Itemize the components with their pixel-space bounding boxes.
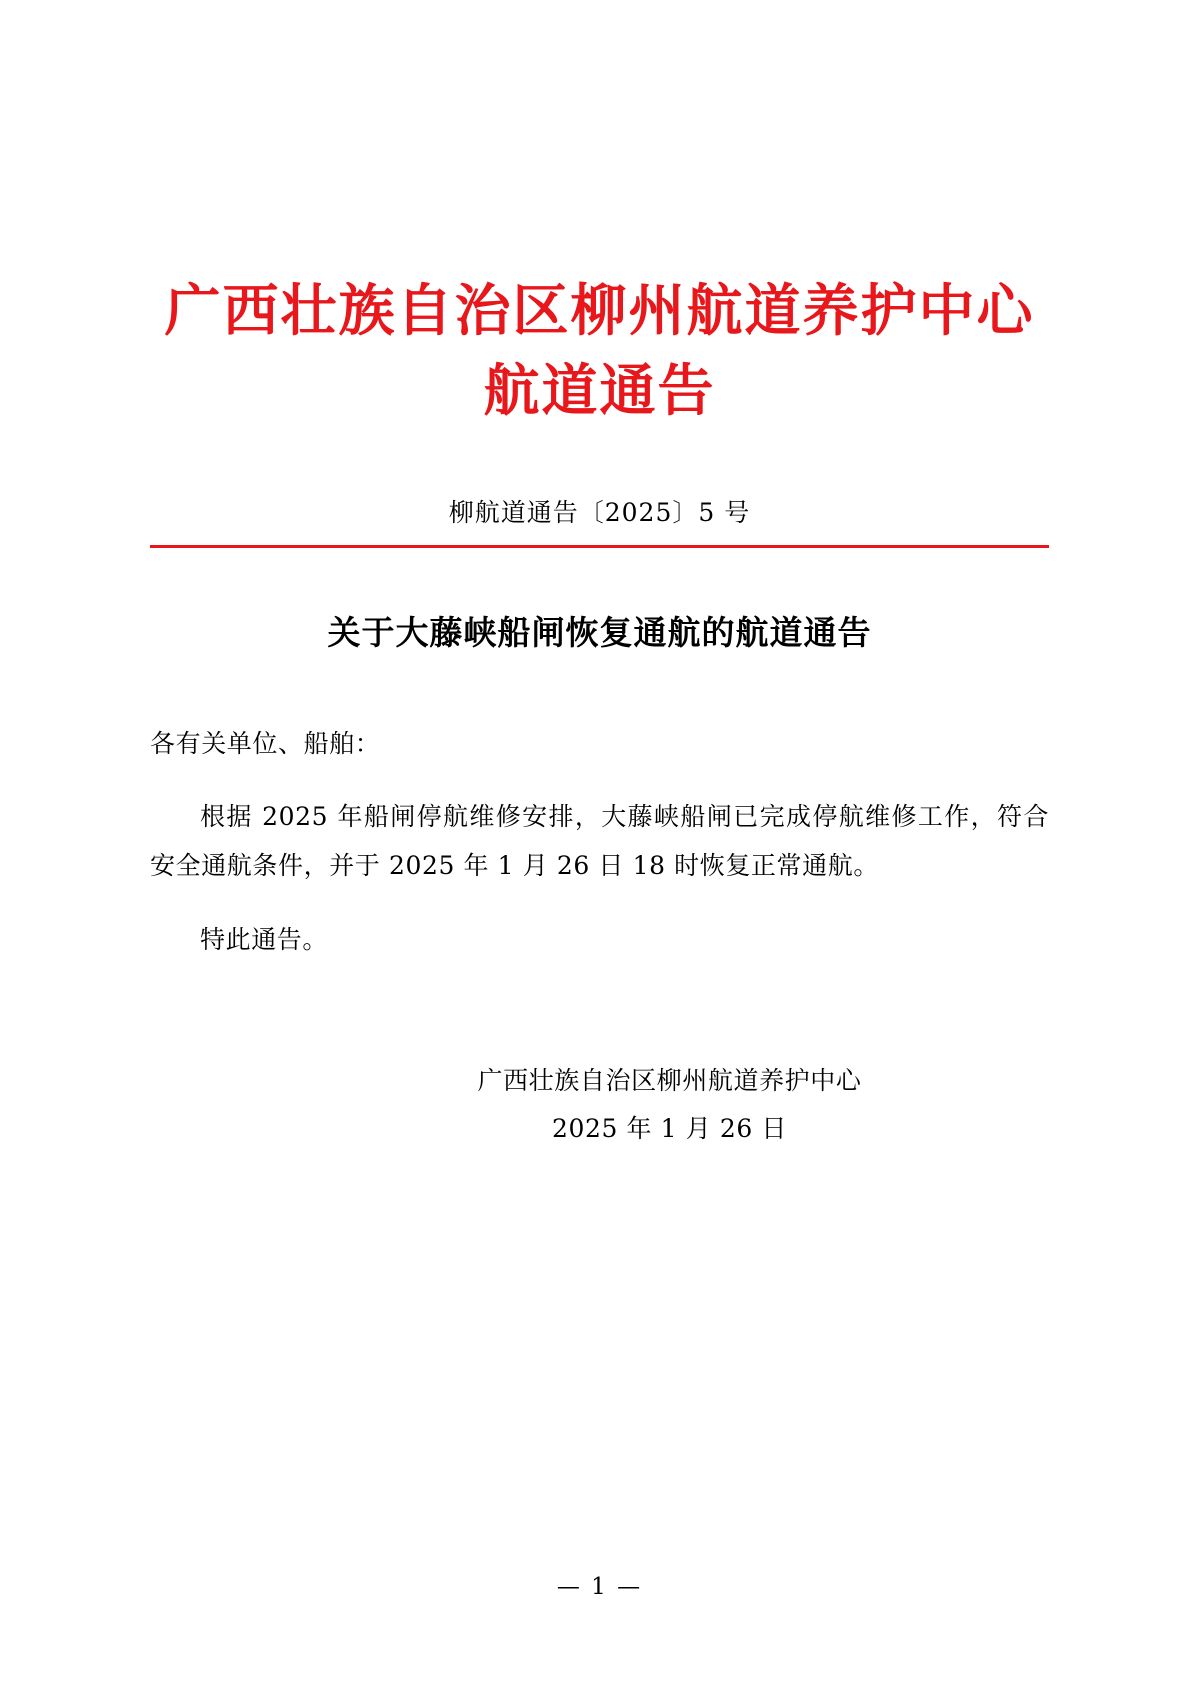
signature-inner	[477, 1057, 861, 1155]
masthead-line-2: 航道通告	[483, 357, 716, 424]
signature-block	[150, 1057, 1049, 1155]
body-paragraph-2: 特此通告。	[200, 924, 329, 954]
document-masthead	[150, 272, 1049, 431]
document-body	[150, 720, 1049, 965]
page-number: — 1 —	[556, 1574, 643, 1600]
page-footer	[0, 1574, 1199, 1600]
document-number: 柳航道通告〔2025〕5 号	[448, 498, 751, 528]
document-title: 关于大藤峡船闸恢复通航的航道通告	[327, 613, 872, 653]
red-divider-rule	[150, 545, 1049, 548]
body-paragraph-1: 根据 2025 年船闸停航维修安排，大藤峡船闸已完成停航维修工作，符合安全通航条件，并于 2025 年 1 月 26 日 18 时恢复正常通航。	[150, 802, 1049, 881]
signature-date: 2025 年 1 月 26 日	[551, 1114, 788, 1144]
body-salutation: 各有关单位、船舶：	[150, 728, 381, 758]
masthead-line-1: 广西壮族自治区柳州航道养护中心	[164, 278, 1035, 344]
signature-organization: 广西壮族自治区柳州航道养护中心	[477, 1065, 862, 1095]
